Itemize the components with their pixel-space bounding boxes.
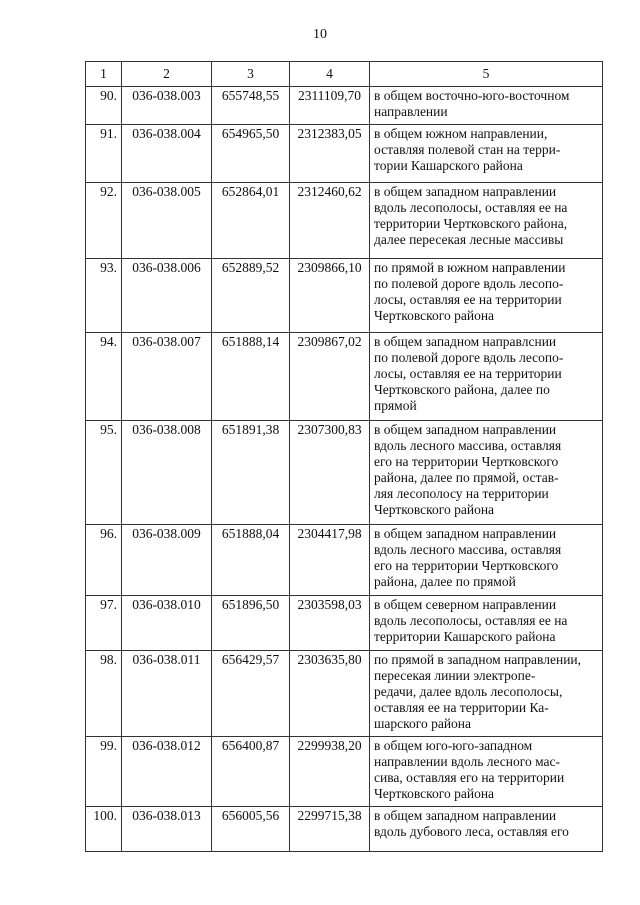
point-code-text: 036-038.010 (132, 597, 201, 612)
coordinate-x-text: 651891,38 (221, 422, 280, 437)
table-row (86, 596, 603, 651)
row-number-text: 94. (100, 334, 117, 349)
coordinate-y-text: 2303598,03 (297, 597, 362, 612)
table-row (86, 651, 603, 737)
point-code (122, 87, 212, 125)
coordinate-x (212, 259, 290, 333)
coordinate-x-text: 655748,55 (221, 88, 280, 103)
row-number (86, 807, 122, 852)
point-code (122, 125, 212, 183)
point-code-text: 036-038.006 (132, 260, 201, 275)
coordinate-x (212, 525, 290, 596)
point-code (122, 421, 212, 525)
coordinate-y (290, 737, 370, 807)
boundary-description (370, 525, 603, 596)
coordinate-y-text: 2303635,80 (297, 652, 362, 667)
row-number-text: 95. (100, 422, 117, 437)
coordinate-x (212, 87, 290, 125)
point-code-text: 036-038.008 (132, 422, 201, 437)
coordinate-y (290, 596, 370, 651)
coordinate-x-text: 651888,04 (221, 526, 280, 541)
point-code-text: 036-038.013 (132, 808, 201, 823)
coordinate-y (290, 125, 370, 183)
row-number (86, 596, 122, 651)
coordinate-y (290, 183, 370, 259)
boundary-description-text: в общем западном направлении вдоль лесополосы, оставляя ее на территории Чертковского района, далее пересекая лесные массивы (374, 184, 568, 247)
coordinate-x-text: 651888,14 (221, 334, 280, 349)
boundary-description-text: в общем западном направлении вдоль дубового леса, оставляя его (374, 808, 569, 839)
coordinate-y-text: 2312460,62 (297, 184, 362, 199)
point-code-text: 036-038.011 (132, 652, 201, 667)
point-code (122, 259, 212, 333)
coordinate-x-text: 651896,50 (221, 597, 280, 612)
coordinate-y (290, 807, 370, 852)
coordinate-x-text: 656005,56 (221, 808, 280, 823)
coordinate-y-text: 2299938,20 (297, 738, 362, 753)
point-code (122, 333, 212, 421)
row-number-text: 98. (100, 652, 117, 667)
coordinate-x (212, 183, 290, 259)
boundary-description (370, 596, 603, 651)
table-header-row (86, 62, 603, 87)
coordinate-x-text: 652864,01 (221, 184, 280, 199)
row-number (86, 125, 122, 183)
table-row (86, 525, 603, 596)
table-row (86, 259, 603, 333)
header-col-3: 3 (212, 62, 290, 87)
point-code-text: 036-038.007 (132, 334, 201, 349)
boundary-description-text: в общем северном направлении вдоль лесополосы, оставляя ее на территории Кашарского района (374, 597, 568, 644)
row-number-text: 99. (100, 738, 117, 753)
coordinate-y (290, 421, 370, 525)
coordinate-y (290, 87, 370, 125)
coordinate-x-text: 656400,87 (221, 738, 280, 753)
row-number-text: 91. (100, 126, 117, 141)
table-row (86, 87, 603, 125)
coordinate-x (212, 596, 290, 651)
boundary-description-text: по прямой в западном направлении, пересекая линии электропе- редачи, далее вдоль лесополосы, оставляя ее на территории Ка- шарского района (374, 652, 582, 731)
row-number-text: 90. (100, 88, 117, 103)
boundary-description (370, 421, 603, 525)
table-body (86, 87, 603, 852)
coordinate-x (212, 807, 290, 852)
coordinate-x-text: 656429,57 (221, 652, 280, 667)
boundary-description-text: по прямой в южном направлении по полевой дороге вдоль лесопо- лосы, оставляя ее на территории Чертковского района (374, 260, 566, 323)
table-row (86, 737, 603, 807)
row-number-text: 97. (100, 597, 117, 612)
coordinate-y (290, 651, 370, 737)
boundary-coordinates-table (85, 61, 603, 852)
coordinate-x (212, 651, 290, 737)
point-code (122, 807, 212, 852)
coordinate-y (290, 259, 370, 333)
header-col-4: 4 (290, 62, 370, 87)
coordinate-y-text: 2299715,38 (297, 808, 362, 823)
boundary-description (370, 87, 603, 125)
point-code-text: 036-038.004 (132, 126, 201, 141)
table-row (86, 333, 603, 421)
page-number: 10 (313, 27, 327, 42)
point-code (122, 737, 212, 807)
point-code (122, 596, 212, 651)
boundary-description (370, 651, 603, 737)
point-code-text: 036-038.009 (132, 526, 201, 541)
point-code-text: 036-038.003 (132, 88, 201, 103)
boundary-description (370, 259, 603, 333)
row-number-text: 96. (100, 526, 117, 541)
boundary-description (370, 183, 603, 259)
row-number (86, 525, 122, 596)
row-number-text: 100. (93, 808, 117, 823)
coordinate-y-text: 2307300,83 (297, 422, 362, 437)
coordinate-y (290, 333, 370, 421)
boundary-description-text: в общем южном направлении, оставляя полевой стан на терри- тории Кашарского района (374, 126, 561, 173)
table-row (86, 807, 603, 852)
coordinate-y-text: 2312383,05 (297, 126, 362, 141)
coordinate-x (212, 333, 290, 421)
boundary-description (370, 333, 603, 421)
coordinate-y-text: 2311109,70 (297, 88, 362, 103)
point-code (122, 525, 212, 596)
row-number (86, 421, 122, 525)
boundary-description (370, 737, 603, 807)
coordinate-x-text: 654965,50 (221, 126, 280, 141)
row-number (86, 183, 122, 259)
row-number (86, 651, 122, 737)
point-code (122, 651, 212, 737)
point-code (122, 183, 212, 259)
boundary-description-text: в общем западном направлснии по полевой дороге вдоль лесопо- лосы, оставляя ее на территории Чертковского района, далее по прямой (374, 334, 564, 413)
row-number (86, 259, 122, 333)
coordinate-y-text: 2309867,02 (297, 334, 362, 349)
boundary-description-text: в общем западном направлении вдоль лесного массива, оставляя его на территории Чертковского района, далее по прямой (374, 526, 562, 589)
boundary-description (370, 125, 603, 183)
table-row (86, 421, 603, 525)
coordinate-x (212, 421, 290, 525)
point-code-text: 036-038.012 (132, 738, 201, 753)
table-row (86, 125, 603, 183)
boundary-description (370, 807, 603, 852)
header-col-5: 5 (370, 62, 603, 87)
row-number (86, 87, 122, 125)
row-number-text: 92. (100, 184, 117, 199)
coordinate-x (212, 125, 290, 183)
boundary-description-text: в общем восточно-юго-восточном направлении (374, 88, 570, 119)
table-row (86, 183, 603, 259)
coordinate-y-text: 2309866,10 (297, 260, 362, 275)
boundary-description-text: в общем юго-юго-западном направлении вдоль лесного мас- сива, оставляя его на территории Чертковского района (374, 738, 565, 801)
coordinate-y-text: 2304417,98 (297, 526, 362, 541)
header-col-2: 2 (122, 62, 212, 87)
point-code-text: 036-038.005 (132, 184, 201, 199)
row-number-text: 93. (100, 260, 117, 275)
header-col-1: 1 (86, 62, 122, 87)
row-number (86, 737, 122, 807)
boundary-description-text: в общем западном направлении вдоль лесного массива, оставляя его на территории Чертковского района, далее по прямой, остав- ляя лесополосу на территории Чертковского района (374, 422, 562, 517)
coordinate-x-text: 652889,52 (221, 260, 280, 275)
coordinate-y (290, 525, 370, 596)
row-number (86, 333, 122, 421)
coordinate-x (212, 737, 290, 807)
